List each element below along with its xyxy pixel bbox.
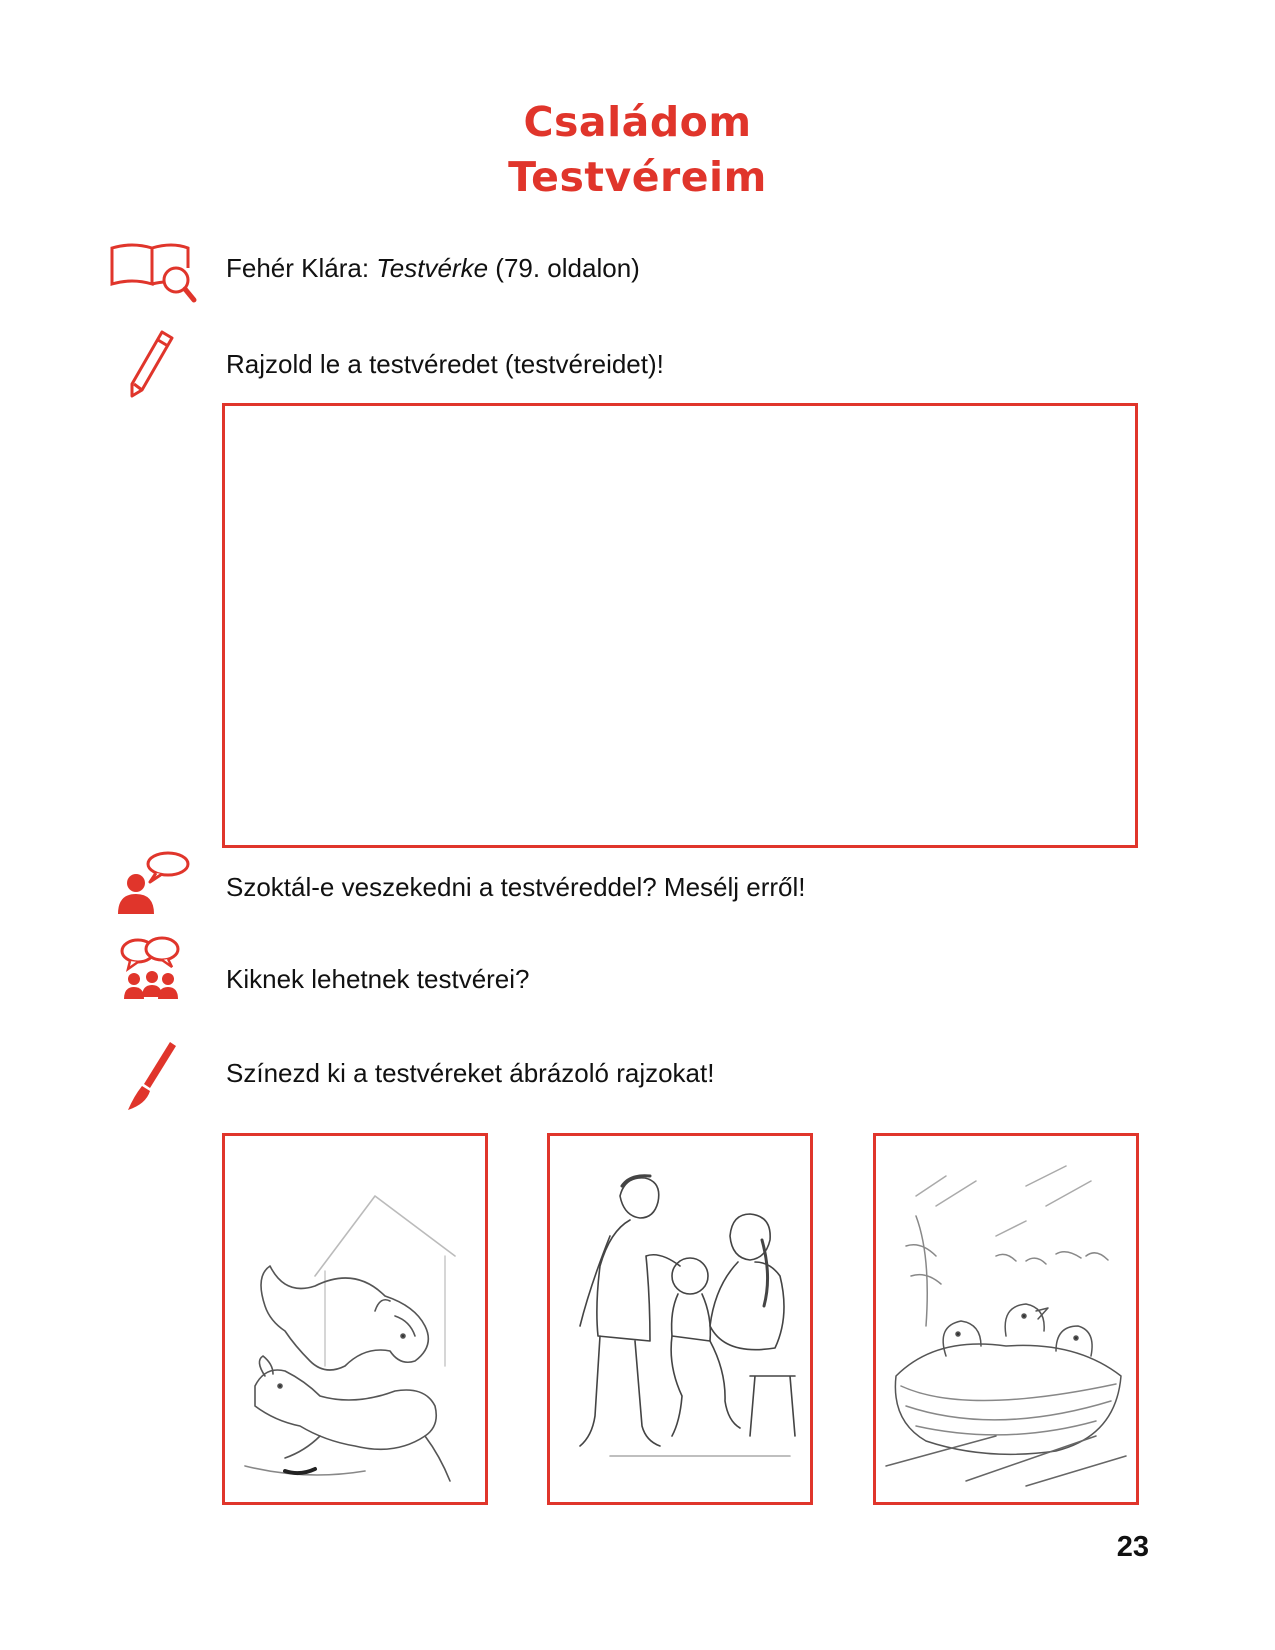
book-magnifier-icon <box>108 238 198 308</box>
coloring-picture-siblings[interactable] <box>547 1133 813 1505</box>
paintbrush-icon <box>124 1038 180 1112</box>
reading-author: Fehér Klára: <box>226 253 377 283</box>
page-subtitle: Testvéreim <box>508 153 767 201</box>
reading-page-ref: (79. oldalon) <box>488 253 640 283</box>
tell-instruction: Szoktál-e veszekedni a testvéreddel? Mesélj erről! <box>226 872 806 902</box>
drawing-area[interactable] <box>222 403 1138 848</box>
pencil-icon <box>128 328 178 400</box>
color-instruction: Színezd ki a testvéreket ábrázoló rajzokat! <box>226 1058 715 1088</box>
draw-instruction: Rajzold le a testvéredet (testvéreidet)! <box>226 349 664 379</box>
group-discussion-icon <box>118 935 184 1001</box>
page-title: Családom <box>523 98 752 146</box>
coloring-picture-dogs[interactable] <box>222 1133 488 1505</box>
coloring-picture-birds-nest[interactable] <box>873 1133 1139 1505</box>
reading-assignment <box>226 253 640 284</box>
reading-title: Testvérke <box>376 253 489 283</box>
speaker-bubble-icon <box>116 850 192 916</box>
discuss-question: Kiknek lehetnek testvérei? <box>226 964 530 994</box>
page-number: 23 <box>1116 1531 1149 1563</box>
